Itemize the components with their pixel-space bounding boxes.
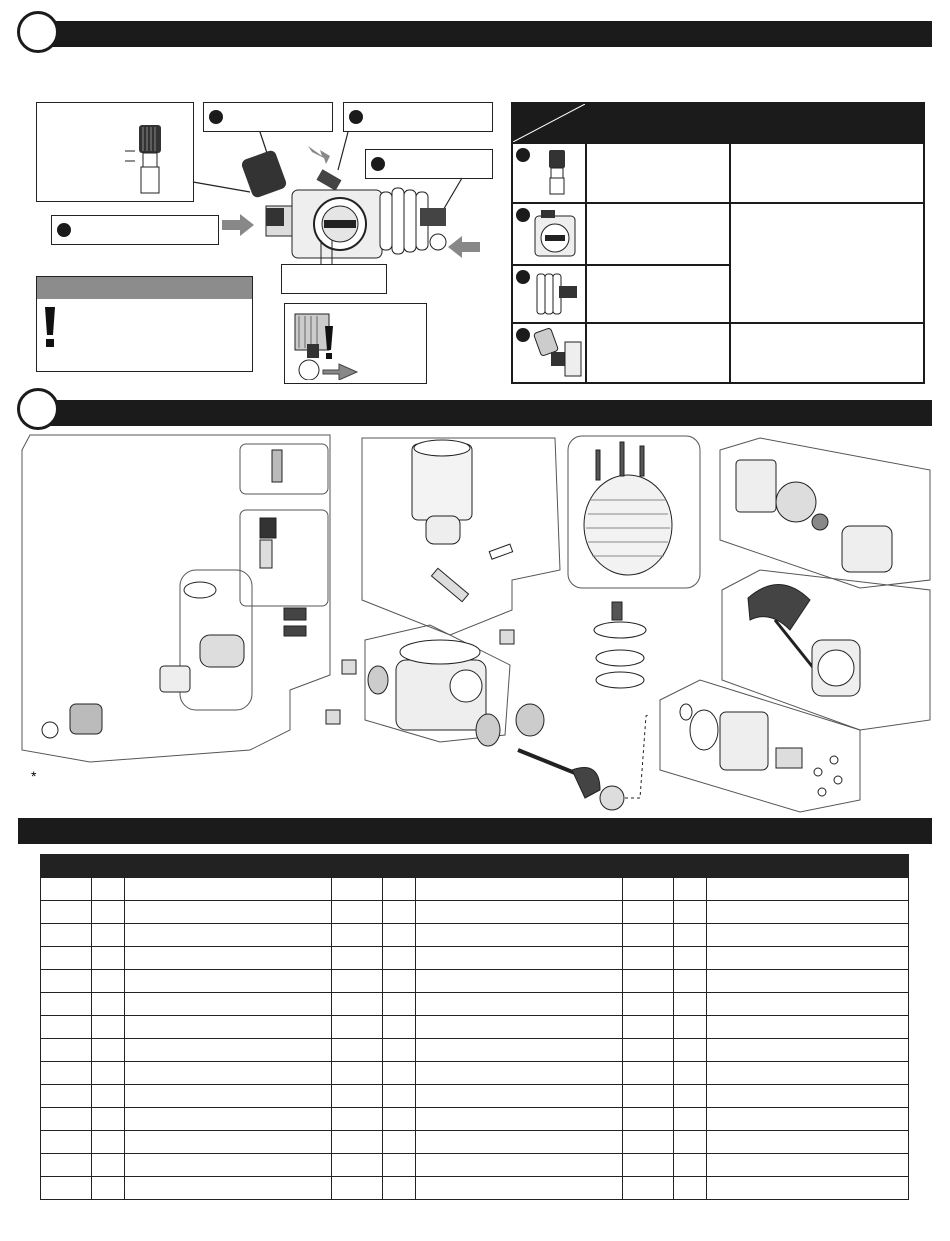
table-cell bbox=[125, 901, 332, 924]
exploded-parts-diagram bbox=[0, 430, 950, 820]
table-cell bbox=[125, 1131, 332, 1154]
parts-table-header-row bbox=[41, 855, 909, 878]
table-cell bbox=[674, 1016, 707, 1039]
parts-header-7 bbox=[623, 855, 674, 878]
table-cell bbox=[383, 993, 416, 1016]
parts-header-1 bbox=[41, 855, 92, 878]
table-cell bbox=[125, 947, 332, 970]
adjustment-table-header-2 bbox=[586, 103, 730, 143]
warning-header bbox=[37, 277, 252, 299]
table-cell bbox=[92, 993, 125, 1016]
table-cell bbox=[332, 970, 383, 993]
table-cell bbox=[707, 1039, 909, 1062]
table-cell bbox=[332, 947, 383, 970]
table-row-1-col2 bbox=[586, 143, 730, 203]
callout-needle-2-marker bbox=[349, 110, 363, 124]
table-cell bbox=[623, 1062, 674, 1085]
table-cell bbox=[623, 970, 674, 993]
table-row bbox=[41, 1062, 909, 1085]
table-cell bbox=[416, 924, 623, 947]
table-cell bbox=[41, 1016, 92, 1039]
table-cell bbox=[125, 1154, 332, 1177]
table-cell bbox=[41, 924, 92, 947]
table-row-1-col3 bbox=[730, 143, 924, 203]
section-1-number bbox=[17, 11, 59, 53]
table-cell bbox=[383, 1154, 416, 1177]
table-cell bbox=[125, 924, 332, 947]
table-cell bbox=[416, 878, 623, 901]
table-cell bbox=[383, 924, 416, 947]
parts-header-6 bbox=[416, 855, 623, 878]
exclamation-icon-2 bbox=[323, 326, 335, 360]
table-cell bbox=[125, 1085, 332, 1108]
table-cell bbox=[674, 924, 707, 947]
table-row bbox=[41, 924, 909, 947]
table-cell bbox=[125, 1108, 332, 1131]
needle-gap-icon bbox=[537, 148, 577, 198]
table-cell bbox=[416, 1108, 623, 1131]
table-cell bbox=[332, 1016, 383, 1039]
table-cell bbox=[707, 1108, 909, 1131]
table-cell bbox=[125, 1039, 332, 1062]
table-cell bbox=[125, 1177, 332, 1200]
table-cell bbox=[623, 993, 674, 1016]
table-cell bbox=[92, 1154, 125, 1177]
table-cell bbox=[383, 878, 416, 901]
table-cell bbox=[707, 993, 909, 1016]
table-cell bbox=[332, 1062, 383, 1085]
parts-table-body bbox=[41, 878, 909, 1200]
table-cell bbox=[125, 993, 332, 1016]
warning-box bbox=[36, 276, 253, 372]
table-cell bbox=[416, 1039, 623, 1062]
callout-needle-1 bbox=[203, 102, 333, 132]
callout-needle-4-marker bbox=[57, 223, 71, 237]
parts-header-8 bbox=[674, 855, 707, 878]
table-cell bbox=[707, 1131, 909, 1154]
table-cell bbox=[41, 878, 92, 901]
table-cell bbox=[332, 1108, 383, 1131]
table-cell bbox=[623, 1131, 674, 1154]
table-cell bbox=[92, 1085, 125, 1108]
exhaust-needle-icon bbox=[535, 272, 581, 316]
table-cell bbox=[92, 878, 125, 901]
table-cell bbox=[674, 901, 707, 924]
table-cell bbox=[92, 1131, 125, 1154]
table-cell bbox=[92, 924, 125, 947]
table-cell bbox=[416, 1154, 623, 1177]
table-cell bbox=[332, 901, 383, 924]
table-cell bbox=[92, 1108, 125, 1131]
table-cell bbox=[41, 1154, 92, 1177]
table-cell bbox=[41, 947, 92, 970]
table-cell bbox=[41, 901, 92, 924]
table-cell bbox=[707, 1016, 909, 1039]
table-row bbox=[41, 1016, 909, 1039]
table-cell bbox=[332, 924, 383, 947]
parts-table bbox=[40, 854, 909, 1200]
needle-valve-small-icon bbox=[125, 121, 175, 199]
gap-label-box bbox=[281, 264, 387, 294]
table-cell bbox=[707, 924, 909, 947]
table-cell bbox=[707, 1177, 909, 1200]
table-cell bbox=[92, 1062, 125, 1085]
table-cell bbox=[332, 1154, 383, 1177]
diagonal-divider bbox=[513, 104, 585, 142]
table-cell bbox=[41, 1108, 92, 1131]
table-cell bbox=[623, 1016, 674, 1039]
table-cell bbox=[416, 1177, 623, 1200]
table-cell bbox=[623, 1108, 674, 1131]
table-cell bbox=[383, 1131, 416, 1154]
parts-header-4 bbox=[332, 855, 383, 878]
row-1-marker bbox=[516, 148, 530, 162]
section-1-header bbox=[36, 21, 932, 47]
table-cell bbox=[707, 947, 909, 970]
callout-needle-2 bbox=[343, 102, 493, 132]
table-cell bbox=[623, 901, 674, 924]
parts-header-3 bbox=[125, 855, 332, 878]
table-cell bbox=[674, 878, 707, 901]
table-row bbox=[41, 947, 909, 970]
table-cell bbox=[332, 1039, 383, 1062]
asterisk-legend: * bbox=[31, 768, 37, 784]
table-cell bbox=[125, 878, 332, 901]
table-cell bbox=[707, 1085, 909, 1108]
table-cell bbox=[707, 901, 909, 924]
warning-box-2 bbox=[284, 303, 427, 384]
table-cell bbox=[383, 1085, 416, 1108]
table-cell bbox=[383, 1016, 416, 1039]
table-cell bbox=[92, 1016, 125, 1039]
table-cell bbox=[383, 947, 416, 970]
table-row-3-col2 bbox=[586, 265, 730, 323]
table-cell bbox=[416, 1016, 623, 1039]
table-cell bbox=[674, 1108, 707, 1131]
table-cell bbox=[41, 993, 92, 1016]
exclamation-icon bbox=[43, 307, 57, 347]
table-cell bbox=[416, 1085, 623, 1108]
table-row bbox=[41, 1131, 909, 1154]
table-row-2-col3 bbox=[730, 203, 924, 323]
table-cell bbox=[674, 970, 707, 993]
table-cell bbox=[383, 1108, 416, 1131]
adjustment-table-corner bbox=[512, 103, 586, 143]
carb-front-icon bbox=[531, 210, 581, 260]
table-cell bbox=[416, 1062, 623, 1085]
table-cell bbox=[707, 1154, 909, 1177]
table-row-3-icon bbox=[512, 265, 586, 323]
table-row-2-col2 bbox=[586, 203, 730, 265]
table-cell bbox=[332, 993, 383, 1016]
table-cell bbox=[623, 947, 674, 970]
table-cell bbox=[92, 970, 125, 993]
parts-header-5 bbox=[383, 855, 416, 878]
table-cell bbox=[707, 878, 909, 901]
section-2-header bbox=[36, 400, 932, 426]
table-row-4-col3 bbox=[730, 323, 924, 383]
row-4-marker bbox=[516, 328, 530, 342]
table-cell bbox=[125, 1016, 332, 1039]
table-cell bbox=[41, 970, 92, 993]
table-cell bbox=[674, 1154, 707, 1177]
table-cell bbox=[674, 1085, 707, 1108]
table-cell bbox=[416, 1131, 623, 1154]
table-cell bbox=[41, 1131, 92, 1154]
table-cell bbox=[332, 878, 383, 901]
table-row bbox=[41, 1085, 909, 1108]
table-cell bbox=[125, 1062, 332, 1085]
table-cell bbox=[674, 947, 707, 970]
table-cell bbox=[416, 993, 623, 1016]
table-cell bbox=[332, 1131, 383, 1154]
table-cell bbox=[674, 1177, 707, 1200]
table-cell bbox=[623, 1039, 674, 1062]
table-cell bbox=[41, 1177, 92, 1200]
table-row bbox=[41, 1154, 909, 1177]
table-cell bbox=[707, 1062, 909, 1085]
parts-header-9 bbox=[707, 855, 909, 878]
table-cell bbox=[416, 947, 623, 970]
table-cell bbox=[707, 970, 909, 993]
table-cell bbox=[332, 1085, 383, 1108]
table-cell bbox=[92, 1177, 125, 1200]
adjustment-table bbox=[511, 102, 925, 384]
table-cell bbox=[383, 901, 416, 924]
side-needle-icon bbox=[533, 328, 583, 380]
table-cell bbox=[125, 970, 332, 993]
table-cell bbox=[383, 1062, 416, 1085]
table-cell bbox=[41, 1062, 92, 1085]
section-2-number bbox=[17, 388, 59, 430]
table-row bbox=[41, 970, 909, 993]
table-cell bbox=[674, 993, 707, 1016]
table-cell bbox=[383, 1039, 416, 1062]
section-3-header bbox=[18, 818, 932, 844]
table-row bbox=[41, 1039, 909, 1062]
table-row bbox=[41, 1177, 909, 1200]
table-cell bbox=[623, 1177, 674, 1200]
callout-needle-gap bbox=[36, 102, 194, 202]
engine-adjustment-illustration bbox=[180, 130, 500, 270]
adjustment-table-header-3 bbox=[730, 103, 924, 143]
table-cell bbox=[383, 1177, 416, 1200]
table-row bbox=[41, 993, 909, 1016]
table-cell bbox=[623, 924, 674, 947]
table-cell bbox=[416, 901, 623, 924]
table-row bbox=[41, 878, 909, 901]
parts-header-2 bbox=[92, 855, 125, 878]
table-cell bbox=[674, 1039, 707, 1062]
callout-needle-1-marker bbox=[209, 110, 223, 124]
table-row-4-col2 bbox=[586, 323, 730, 383]
table-cell bbox=[416, 970, 623, 993]
table-cell bbox=[41, 1039, 92, 1062]
table-cell bbox=[92, 901, 125, 924]
table-cell bbox=[674, 1131, 707, 1154]
table-cell bbox=[623, 1154, 674, 1177]
table-cell bbox=[92, 1039, 125, 1062]
table-cell bbox=[383, 970, 416, 993]
table-row bbox=[41, 1108, 909, 1131]
table-row-1-icon bbox=[512, 143, 586, 203]
table-row-2-icon bbox=[512, 203, 586, 265]
table-cell bbox=[623, 1085, 674, 1108]
table-cell bbox=[92, 947, 125, 970]
table-cell bbox=[332, 1177, 383, 1200]
row-3-marker bbox=[516, 270, 530, 284]
row-2-marker bbox=[516, 208, 530, 222]
table-row bbox=[41, 901, 909, 924]
table-cell bbox=[674, 1062, 707, 1085]
table-cell bbox=[623, 878, 674, 901]
table-row-4-icon bbox=[512, 323, 586, 383]
table-cell bbox=[41, 1085, 92, 1108]
